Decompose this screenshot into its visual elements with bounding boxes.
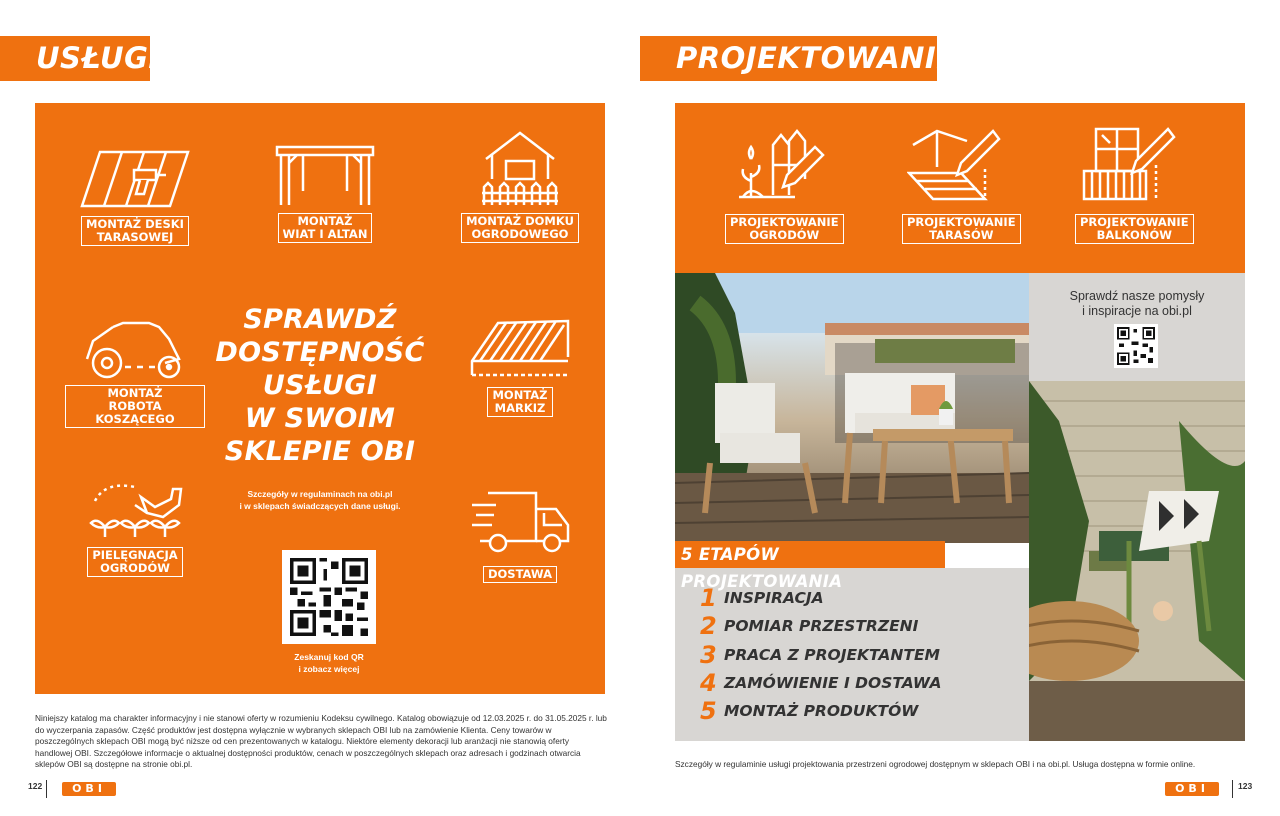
stage-item: 1 INSPIRACJA [700,584,824,612]
services-panel [35,103,605,694]
patio-photo [1029,381,1245,741]
ideas-box [1029,273,1245,381]
page-number-left: 122 [28,781,43,791]
service-robot-mower-installation[interactable] [65,319,205,428]
balcony-design-icon [1080,125,1180,205]
catalog-disclaimer: Niniejszy katalog ma charakter informacyjny i nie stanowi oferty w rozumieniu Kodeksu cywilnego. Katalog obowiązuje od 12.03.2025 r. do 31.05.2025 r. lub do wyczerpania zapasów. Część produktów jest dostępna wyłącznie w wybranych sklepach OBI lub na zamówienie Klienta. Ceny towarów w poszczególnych sklepach OBI mogą być niższe od cen prezentowanych w katalogu. Niektóre elementy dekoracji lub aranżacji nie stanowią oferty handlowej OBI. Szczegółowe informacje o aktualnej dostępności produktów, cenach w poszczególnych sklepach oraz adresach i godzinach otwarcia sklepów OBI są dostępne na stronie obi.pl. [35,713,607,769]
ideas-text: Sprawdź nasze pomysły i inspiracje na obi.pl [1069,289,1205,318]
qr-code-ideas[interactable] [1114,324,1158,368]
service-label: MONTAŻ WIAT I ALTAN [278,213,373,243]
stage-item: 3 PRACA Z PROJEKTANTEM [700,641,940,669]
design-label: PROJEKTOWANIE OGRODÓW [725,214,844,244]
stages-title: 5 ETAPÓW PROJEKTOWANIA [675,541,945,568]
stage-item: 4 ZAMÓWIENIE I DOSTAWA [700,669,942,697]
design-terrace[interactable] [902,125,1016,244]
service-deck-installation[interactable] [75,148,195,246]
service-awning-installation[interactable] [455,317,585,417]
terrace-design-icon [907,125,1007,205]
page-header-design: PROJEKTOWANIE [640,36,937,81]
check-availability-heading: SPRAWDŹ DOSTĘPNOŚĆ USŁUGI W SWOIM SKLEPIE OBI [215,304,425,467]
garden-design-icon [735,125,825,205]
obi-logo: OBI [1165,782,1219,796]
robot-mower-icon [83,319,187,381]
service-label: MONTAŻ DOMKU OGRODOWEGO [461,213,579,243]
service-garden-care[interactable] [75,477,195,577]
pergola-icon [273,141,377,207]
service-label: MONTAŻ DESKI TARASOWEJ [81,216,189,246]
design-label: PROJEKTOWANIE BALKONÓW [1075,214,1194,244]
scan-qr-note: Zeskanuj kod QR i zobacz więcej [294,652,364,674]
page-header-services: USŁUGI [0,36,150,81]
design-label: PROJEKTOWANIE TARASÓW [902,214,1021,244]
awning-icon [468,317,572,377]
details-note: Szczegóły w regulaminach na obi.pl i w sklepach świadczących dane usługi. [239,489,401,511]
qr-code[interactable] [282,550,376,644]
deck-drill-icon [80,148,190,210]
design-balcony[interactable] [1075,125,1189,244]
divider [1232,780,1233,798]
service-label: PIELĘGNACJA OGRODÓW [87,547,182,577]
page-number-right: 123 [1238,781,1253,791]
service-garden-house-installation[interactable] [455,129,585,243]
stage-item: 2 POMIAR PRZESTRZENI [700,612,919,640]
service-label: MONTAŻ ROBOTA KOSZĄCEGO [65,385,205,428]
service-label: MONTAŻ MARKIZ [487,387,552,417]
service-pergola-installation[interactable] [260,141,390,243]
delivery-truck-icon [468,489,572,555]
design-footnote: Szczegóły w regulaminie usługi projektowania przestrzeni ogrodowej dostępnym w sklepach OBI i na obi.pl. Usługa dostępna w formie online. [675,759,1196,769]
stage-item: 5 MONTAŻ PRODUKTÓW [700,697,919,725]
divider [46,780,47,798]
design-services-panel [675,103,1245,273]
service-label: DOSTAWA [483,566,557,583]
garden-house-icon [480,129,560,207]
design-garden[interactable] [725,125,839,244]
obi-logo: OBI [62,782,116,796]
terrace-photo [675,273,1029,543]
service-delivery[interactable] [455,489,585,583]
watering-can-icon [85,477,185,539]
